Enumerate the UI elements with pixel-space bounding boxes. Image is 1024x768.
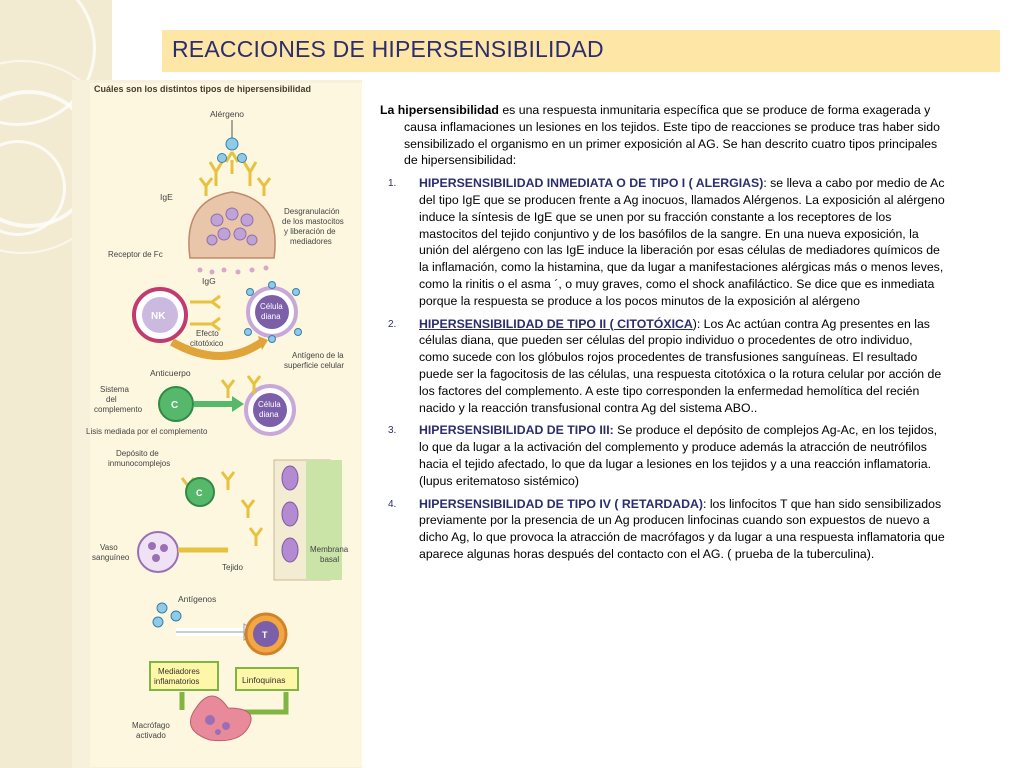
label-tejido: Tejido xyxy=(222,563,243,572)
label-c: C xyxy=(171,400,179,411)
type-number: 4. xyxy=(388,498,397,510)
type-item-2 xyxy=(380,316,946,417)
type-name: HIPERSENSIBILIDAD INMEDIATA O DE TIPO I ( ALERGIAS) xyxy=(419,176,764,191)
label-mediadores: Mediadores inflamatorios xyxy=(154,667,200,686)
type-item-3 xyxy=(380,422,946,489)
label-celula-diana-2: Célula diana xyxy=(258,400,281,419)
label-linfoquinas: Linfoquinas xyxy=(242,675,286,685)
type-description: : los linfocitos T que han sido sensibilizados previamente por la presencia de un Ag producen linfocinas cuando son expuestos de nuevo a dicho Ag, lo que provoca la atracción de macrófagos y da lugar a una respuesta inflamatoria que aparece algunas horas después del contacto con el AG. ( prueba de la tuberculina). xyxy=(419,496,945,561)
label-efecto: Efecto citotóxico xyxy=(190,329,224,348)
intro-text: es una respuesta inmunitaria específica que se produce de forma exagerada y causa inflamaciones un lesiones en los tejidos. Este tipo de reacciones se produce tras haber sido sensibilizado el organismo en un primer exposición al AG. Se han descrito cuatro tipos principales de hipersensibilidad: xyxy=(404,103,940,168)
hypersensitivity-illustration xyxy=(72,80,362,768)
hypersensitivity-types-list xyxy=(380,175,946,563)
type-description: Se produce el depósito de complejos Ag-Ac, en los tejidos, lo que da lugar a la activación del complemento y produce además la atracción de neutrófilos hacia el tejido afectado, lo que da lugar a lesiones en los tejidos y a una reacción inflamatoria.(lupus eritematoso sistémico) xyxy=(419,423,938,488)
type-item-1 xyxy=(380,175,946,309)
label-c-2: C xyxy=(196,488,203,498)
label-t: T xyxy=(262,630,268,640)
label-alergeno: Alérgeno xyxy=(210,109,245,119)
type-number: 1. xyxy=(388,178,397,190)
slide-body-text xyxy=(380,102,946,569)
title-bar xyxy=(162,30,1000,72)
label-membrana: Membrana basal xyxy=(310,545,349,564)
type-name: HIPERSENSIBILIDAD DE TIPO III: xyxy=(419,423,614,438)
label-deposito: Depósito de inmunocomplejos xyxy=(108,449,171,468)
label-celula-diana: Célula diana xyxy=(260,302,283,321)
type-number: 3. xyxy=(388,425,397,437)
intro-term: La hipersensibilidad xyxy=(380,103,499,117)
type-name: HIPERSENSIBILIDAD DE TIPO IV ( RETARDADA) xyxy=(419,496,703,511)
label-desgranulacion: Desgranulación de los mastocitos y liberación de mediadores xyxy=(282,207,344,246)
label-vaso: Vaso sanguíneo xyxy=(92,543,130,562)
label-receptor-fc: Receptor de Fc xyxy=(108,250,163,259)
label-ige: IgE xyxy=(160,192,173,202)
label-anticuerpo: Anticuerpo xyxy=(150,368,191,378)
illustration-graphic xyxy=(72,80,362,768)
label-nk: NK xyxy=(151,311,166,322)
label-macrofago: Macrófago activado xyxy=(132,721,170,740)
type-description: : se lleva a cabo por medio de Ac del tipo IgE que se producen frente a Ag inocuos, llamados Alérgenos. La exposición al alérgeno induce la síntesis de IgE que se unen por su fracción constante a los receptores de los mastocitos del tejido conjuntivo y de los basófilos de la sangre. En una nueva exposición, la unión del alérgeno con las IgE induce la liberación por esas células de mediadores químicos de la inflamación, como la histamina, que da lugar a manifestaciones alérgicas más o menos leves, como la rinitis o el asma ´, o muy graves, como el shock anafiláctico. Se dice que es inmediata porque la respuesta se produce a los pocos minutos de la exposición al alérgeno xyxy=(419,176,945,308)
slide-title: REACCIONES DE HIPERSENSIBILIDAD xyxy=(172,36,604,62)
type-number: 2. xyxy=(388,318,397,330)
label-igg: IgG xyxy=(202,276,216,286)
label-antigenos: Antígenos xyxy=(178,594,217,604)
type-item-4 xyxy=(380,496,946,563)
type-description: ): Los Ac actúan contra Ag presentes en las células diana, que pueden ser células del propio individuo o procedentes de otro individuo, como sucede con los glóbulos rojos procedentes de transfusiones sanguíneas. El resultado puede ser la fagocitosis de las células, una respuesta citotóxica o la rotura celular por acción de los factores del complemento. A este tipo corresponden la enfermedad hemolítica del recién nacido y la reacción transfusional contra Ag del sistema ABO.. xyxy=(419,316,942,415)
label-sistema-complemento: Sistema del complemento xyxy=(94,385,143,414)
type-name-link[interactable]: HIPERSENSIBILIDAD DE TIPO II ( CITOTÓXICA xyxy=(419,316,693,331)
intro-paragraph xyxy=(380,102,946,169)
figure-heading: Cuáles son los distintos tipos de hipersensibilidad xyxy=(94,84,312,94)
label-antigeno-superficie: Antígeno de la superficie celular xyxy=(284,351,345,370)
label-lisis: Lisis mediada por el complemento xyxy=(86,427,208,436)
